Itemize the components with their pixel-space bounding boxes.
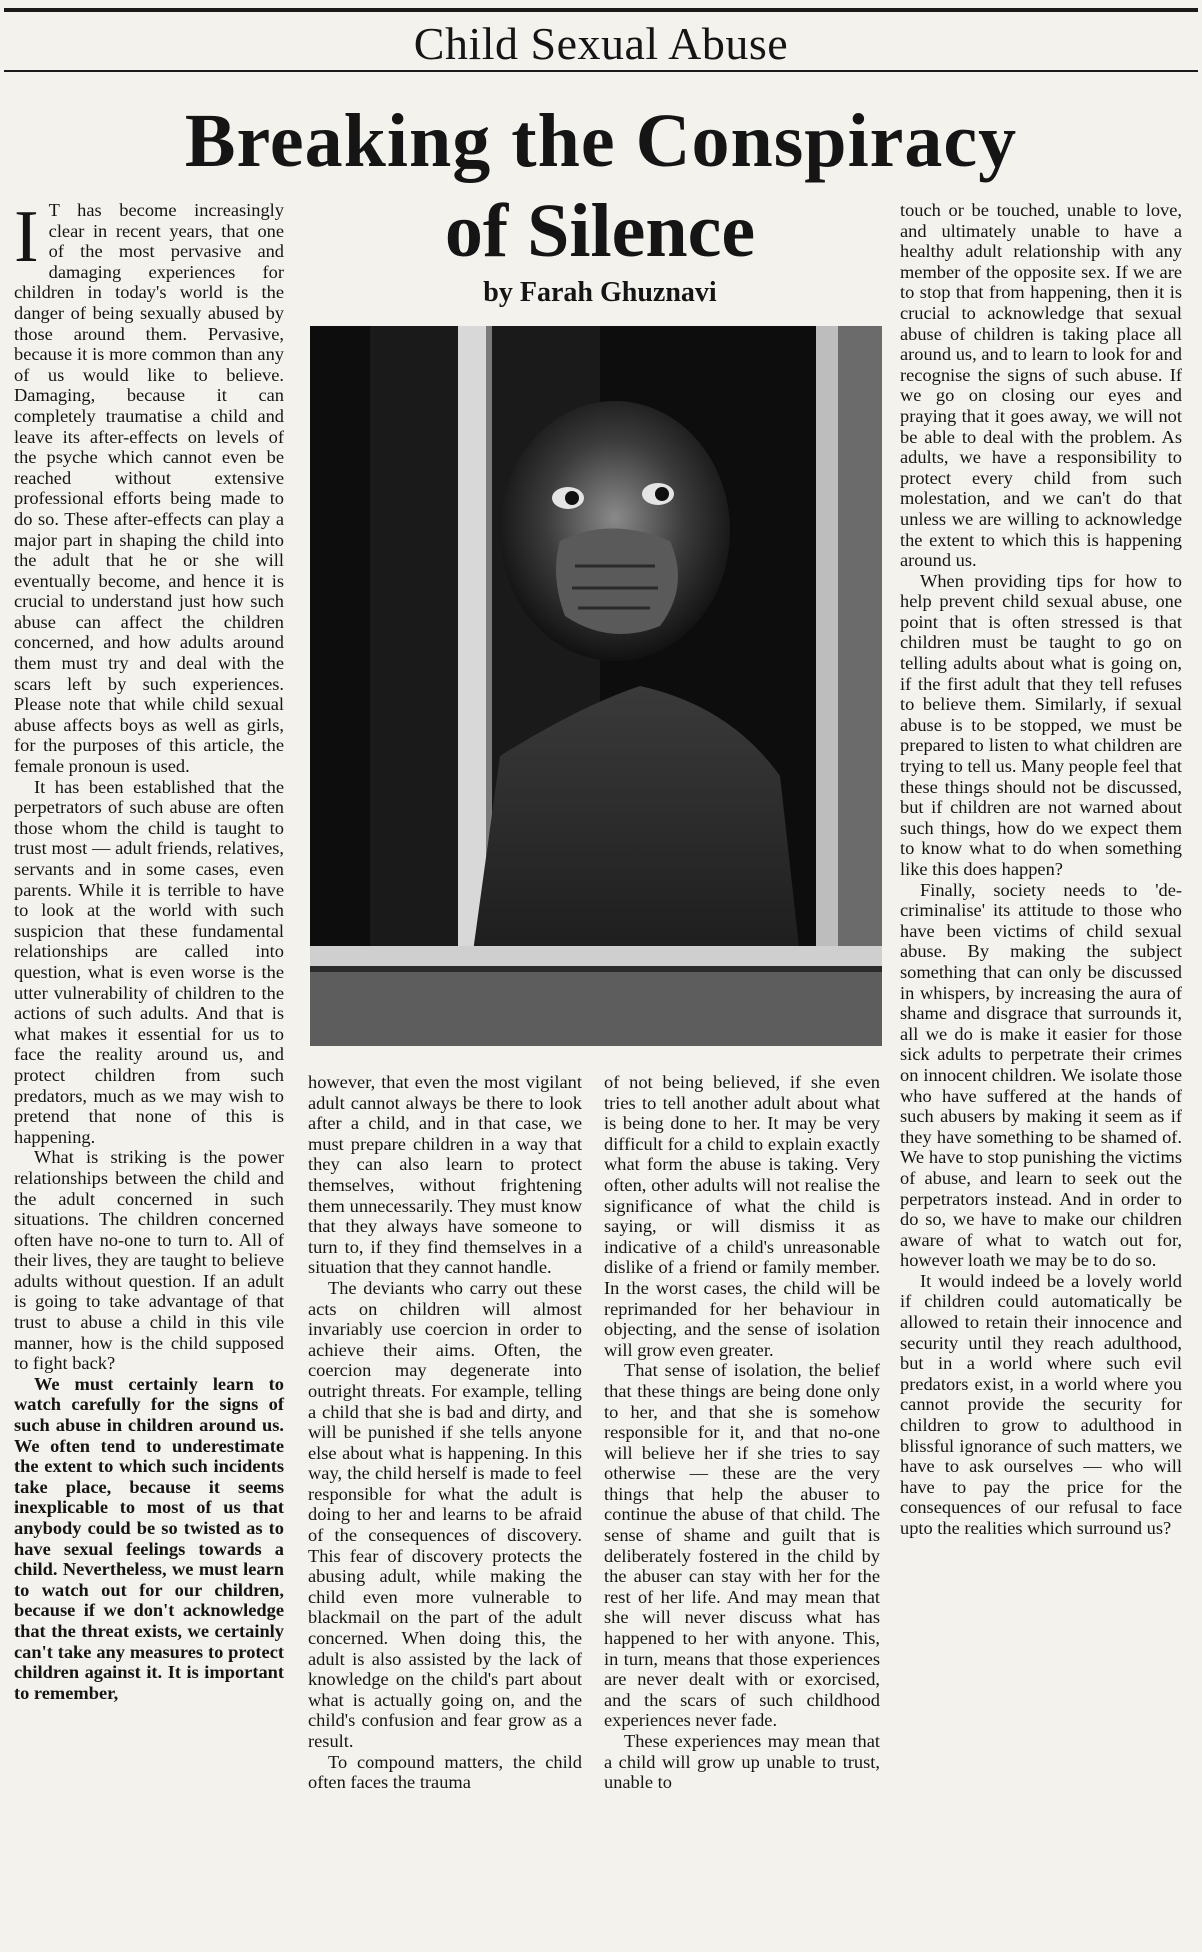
paragraph: The deviants who carry out these acts on children will almost invariably use coercion in order to achieve their aims. Often, the coercion may degenerate into outright threats. For example, telling a child that she is bad and dirty, and will be punished if she tells anyone else about what is happening. In this way, the child herself is made to feel responsible for what the adult is doing to her and learns to be afraid of the consequences of discovery. This fear of discovery protects the abusing adult, while making the child even more vulnerable to blackmail on the part of the adult concerned. When doing this, the adult is also assisted by the lack of knowledge on the child's part about what is actually going on, and the child's confusion and fear grow as a result. (308, 1277, 582, 1751)
paragraph: Finally, society needs to 'de-criminalise' its attitude to those who have been victims of child sexual abuse. By making the subject something that can only be discussed in whispers, by increasing the aura of shame and disgrace that surrounds it, all we do is make it easier for those sick adults to perpetrate their crimes on innocent children. We isolate those who have suffered at the hands of such abusers by making it seem as if they have something to be shamed of. We have to stop punishing the victims of abuse, and learn to seek out the perpetrators instead. And in order to do so, we have to make our children aware of what to watch out for, however loath we may be to do so. (900, 879, 1182, 1271)
section-rule (4, 70, 1198, 72)
paragraph: We must certainly learn to watch carefully for the signs of such abuse in children around us. We often tend to underestimate the extent to which such incidents take place, because it seems inexplicable to most of us that anybody could be so twisted as to have sexual feelings towards a child. Nevertheless, we must learn to watch out for our children, because if we don't acknowledge that the threat exists, we certainly can't take any measures to protect children against it. It is important to remember, (14, 1373, 284, 1703)
paragraph: of not being believed, if she even tries to tell another adult about what is being done to her. It may be very difficult for a child to explain exactly what form the abuse is taking. Very often, other adults will not realise the significance of what the child is saying, or will dismiss it as indicative of a child's unreasonable dislike of a friend or family member. In the worst cases, the child will be reprimanded for her behaviour in objecting, and the sense of isolation will grow even greater. (604, 1072, 880, 1360)
paragraph: touch or be touched, unable to love, and ultimately unable to have a healthy adult relationship with any member of the opposite sex. If we are to stop that from happening, then it is crucial to acknowledge that sexual abuse of children is taking place all around us, and to learn to look for and recognise the signs of such abuse. If we go on closing our eyes and praying that it goes away, we will not be able to deal with the problem. As adults, we have a responsibility to protect every child from such molestation, and we can't do that unless we are willing to acknowledge the extent to which this is happening around us. (900, 200, 1182, 571)
section-title: Child Sexual Abuse (413, 18, 789, 69)
child-at-window-photo (310, 326, 882, 1046)
article-column-3 (604, 1072, 880, 1793)
headline: Breaking the Conspiracy (184, 99, 1018, 183)
paragraph: however, that even the most vigilant adult cannot always be there to look after a child, and in that case, we must prepare children in a way that they can also learn to protect themselves, without frightening them unnecessarily. They must know that they always have someone to turn to, if they find themselves in a situation that they cannot handle. (308, 1072, 582, 1278)
paragraph: It would indeed be a lovely world if children could automatically be allowed to retain their innocence and security until they reach adulthood, but in a world where such evil predators exist, in a world where you cannot provide the security for children to grow to adulthood in blissful ignorance of such matters, we have to ask ourselves — who will have to pay the price for the consequences of our refusal to face upto the realities which surround us? (900, 1270, 1182, 1538)
paragraph: What is striking is the power relationships between the child and the adult concerned in such situations. The children concerned often have no-one to turn to. All of their lives, they are taught to believe adults without question. If an adult is going to take advantage of that trust to abuse a child in this vile manner, how is the child supposed to fight back? (14, 1147, 284, 1374)
article-column-2 (308, 1072, 582, 1793)
drop-cap: I (14, 196, 39, 278)
byline: by Farah Ghuznavi (483, 277, 717, 308)
article-column-4 (900, 200, 1182, 1539)
photo-illustration (310, 326, 882, 1046)
paragraph-text: T has become increasingly clear in recent years, that one of the most pervasive and damaging experiences for children in today's world is the danger of being sexually abused by those around them. Pervasive, because it is more common than any of us would like to believe. Damaging, because it can completely traumatise a child and leave its after-effects on levels of the psyche which cannot even be reached without extensive professional efforts being made to do so. These after-effects can play a major part in shaping the child into the adult that he or she will eventually become, and hence it is crucial to understand just how such abuse can affect the children concerned, and how adults around them must try and deal with the scars left by such experiences. Please note that while child sexual abuse affects boys as well as girls, for the purposes of this article, the female pronoun is used. (14, 200, 284, 777)
paragraph: To compound matters, the child often faces the trauma (308, 1751, 582, 1793)
paragraph (14, 196, 284, 777)
paragraph: When providing tips for how to help prevent child sexual abuse, one point that is often stressed is that children must be taught to go on telling adults about what is going on, if the first adult that they tell refuses to believe them. Similarly, if sexual abuse is to be stopped, we must be prepared to listen to what children are trying to tell us. Many people feel that these things should not be discussed, but if children are not warned about such things, how do we expect them to know what to do when something like this does happen? (900, 570, 1182, 879)
paragraph: That sense of isolation, the belief that these things are being done only to her, and that she is somehow responsible for it, and that no-one will believe her if she tries to say otherwise — these are the very things that help the abuser to continue the abuse of that child. The sense of shame and guilt that is deliberately fostered in the child by the abuser can stay with her for the rest of her life. And may mean that she will never discuss what has happened to her with anyone. This, in turn, means that those experiences are never dealt with or exorcised, and the scars of such childhood experiences never fade. (604, 1360, 880, 1731)
article-column-1 (14, 196, 284, 1703)
top-rule (4, 8, 1198, 12)
headline-line-2: of Silence (444, 189, 756, 273)
paragraph: These experiences may mean that a child will grow up unable to trust, unable to (604, 1731, 880, 1793)
paragraph: It has been established that the perpetrators of such abuse are often those whom the child is taught to trust most — adult friends, relatives, servants and in some cases, even parents. While it is terrible to have to look at the world with such suspicion that these fundamental relationships are called into question, what is even worse is the utter vulnerability of children to the actions of such adults. And that is what makes it essential for us to face the reality around us, and protect children from such predators, much as we may wish to pretend that none of this is happening. (14, 776, 284, 1147)
